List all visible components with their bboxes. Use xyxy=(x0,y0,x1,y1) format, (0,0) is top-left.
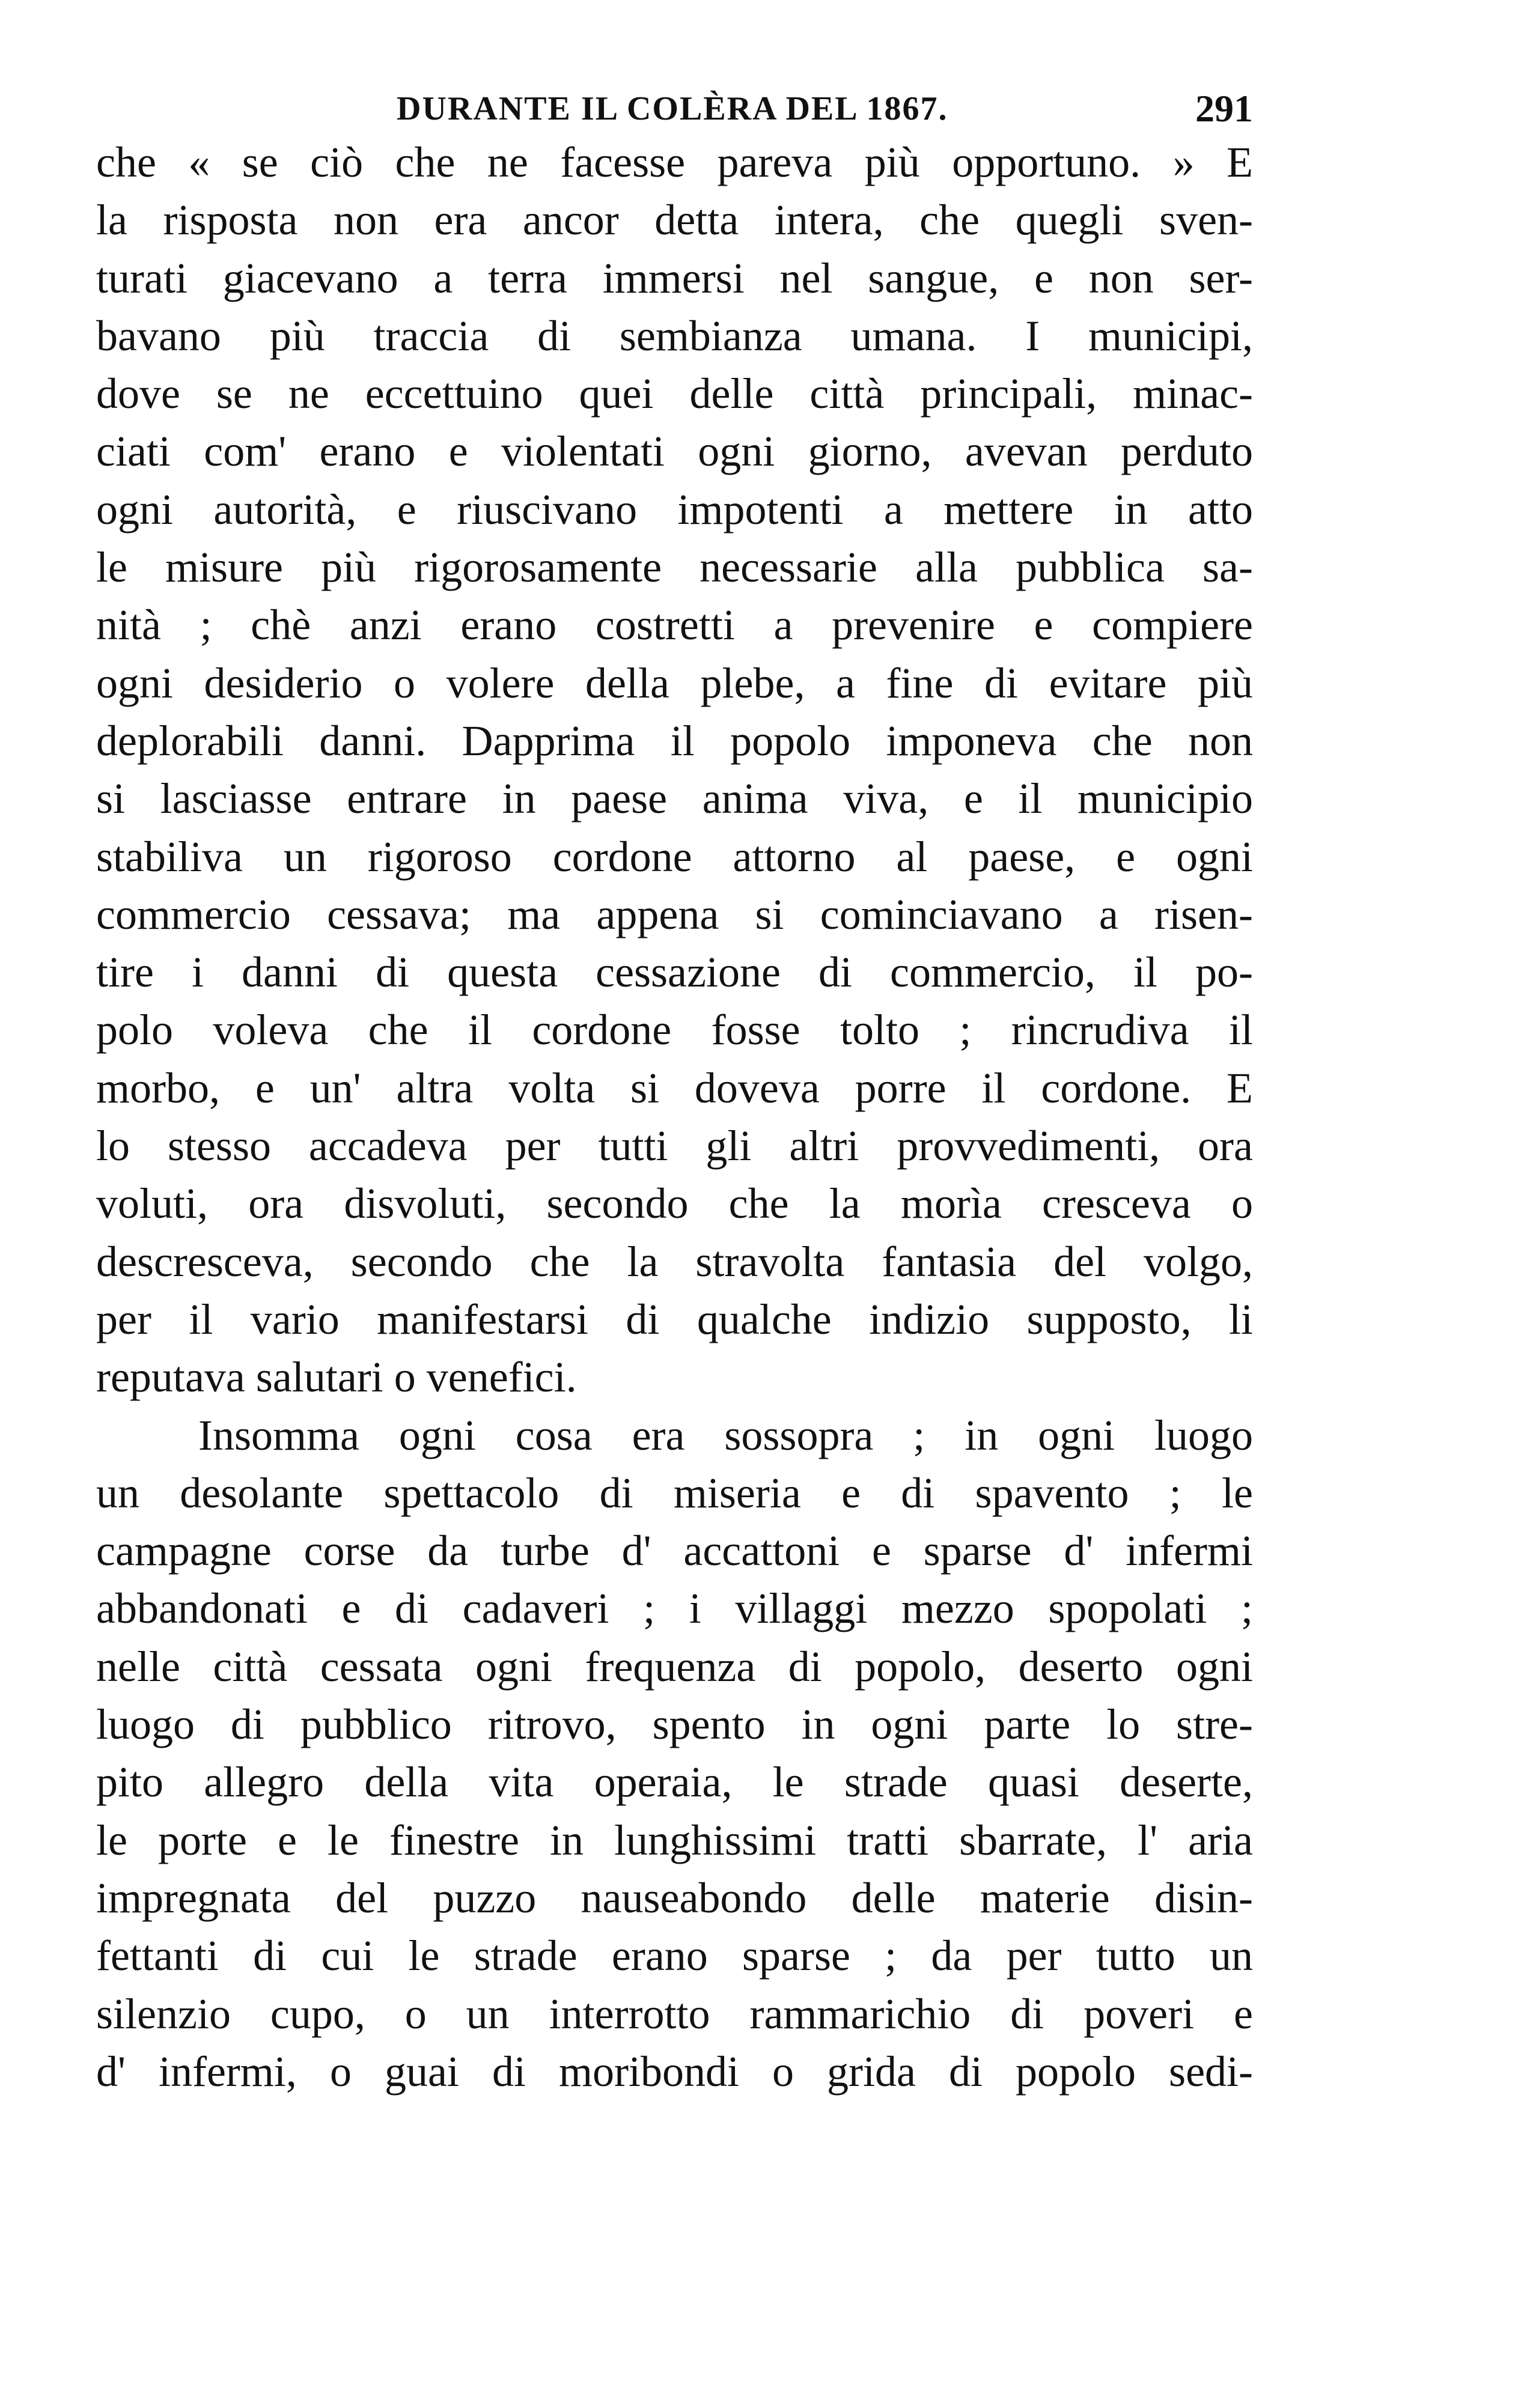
paragraph-end-line: reputava salutari o venefici. xyxy=(96,1353,577,1402)
text-line: voluti, ora disvoluti, secondo che la morìa cresceva o xyxy=(96,1179,1253,1228)
text-line: dove se ne eccettuino quei delle città principali, minac- xyxy=(96,369,1253,418)
text-line: ogni desiderio o volere della plebe, a fine di evitare più xyxy=(96,658,1253,707)
text-line: abbandonati e di cadaveri ; i villaggi mezzo spopolati ; xyxy=(96,1584,1253,1633)
page-number: 291 xyxy=(1195,87,1253,130)
text-line: d' infermi, o guai di moribondi o grida di popolo sedi- xyxy=(96,2047,1253,2096)
text-line: le porte e le finestre in lunghissimi tratti sbarrate, l' aria xyxy=(96,1816,1253,1864)
text-line: lo stesso accadeva per tutti gli altri provvedimenti, ora xyxy=(96,1122,1253,1170)
text-line: ogni autorità, e riuscivano impotenti a mettere in atto xyxy=(96,485,1253,534)
text-line: le misure più rigorosamente necessarie alla pubblica sa- xyxy=(96,543,1253,592)
body-text xyxy=(96,133,1253,2100)
text-line: pito allegro della vita operaia, le strade quasi deserte, xyxy=(96,1758,1253,1807)
text-line: la risposta non era ancor detta intera, che quegli sven- xyxy=(96,196,1253,245)
text-line: per il vario manifestarsi di qualche indizio supposto, li xyxy=(96,1295,1253,1343)
text-line: luogo di pubblico ritrovo, spento in ogni parte lo stre- xyxy=(96,1700,1253,1749)
text-line: morbo, e un' altra volta si doveva porre il cordone. E xyxy=(96,1063,1253,1112)
paragraph-start-line: Insomma ogni cosa era sossopra ; in ogni luogo xyxy=(198,1411,1253,1459)
text-line: impregnata del puzzo nauseabondo delle materie disin- xyxy=(96,1873,1253,1922)
text-line: descresceva, secondo che la stravolta fantasia del volgo, xyxy=(96,1237,1253,1286)
text-line: si lasciasse entrare in paese anima viva, e il municipio xyxy=(96,774,1253,823)
text-line: ciati com' erano e violentati ogni giorno, avevan perduto xyxy=(96,427,1253,476)
text-line: fettanti di cui le strade erano sparse ; da per tutto un xyxy=(96,1932,1253,1980)
text-line: polo voleva che il cordone fosse tolto ; rincrudiva il xyxy=(96,1006,1253,1054)
text-line: deplorabili danni. Dapprima il popolo imponeva che non xyxy=(96,716,1253,765)
text-line: silenzio cupo, o un interrotto rammarichio di poveri e xyxy=(96,1989,1253,2038)
text-line: commercio cessava; ma appena si cominciavano a risen- xyxy=(96,890,1253,938)
running-head xyxy=(96,82,1253,136)
text-line: che « se ciò che ne facesse pareva più opportuno. » E xyxy=(96,138,1253,186)
text-line: bavano più traccia di sembianza umana. I municipi, xyxy=(96,311,1253,360)
running-title: DURANTE IL COLÈRA DEL 1867. xyxy=(397,90,948,127)
text-line: tire i danni di questa cessazione di commercio, il po- xyxy=(96,948,1253,997)
text-line: stabiliva un rigoroso cordone attorno al paese, e ogni xyxy=(96,832,1253,881)
text-line: nelle città cessata ogni frequenza di popolo, deserto ogni xyxy=(96,1642,1253,1691)
text-line: campagne corse da turbe d' accattoni e sparse d' infermi xyxy=(96,1527,1253,1575)
text-line: turati giacevano a terra immersi nel sangue, e non ser- xyxy=(96,254,1253,302)
text-line: nità ; chè anzi erano costretti a prevenire e compiere xyxy=(96,601,1253,649)
text-line: un desolante spettacolo di miseria e di spavento ; le xyxy=(96,1468,1253,1517)
